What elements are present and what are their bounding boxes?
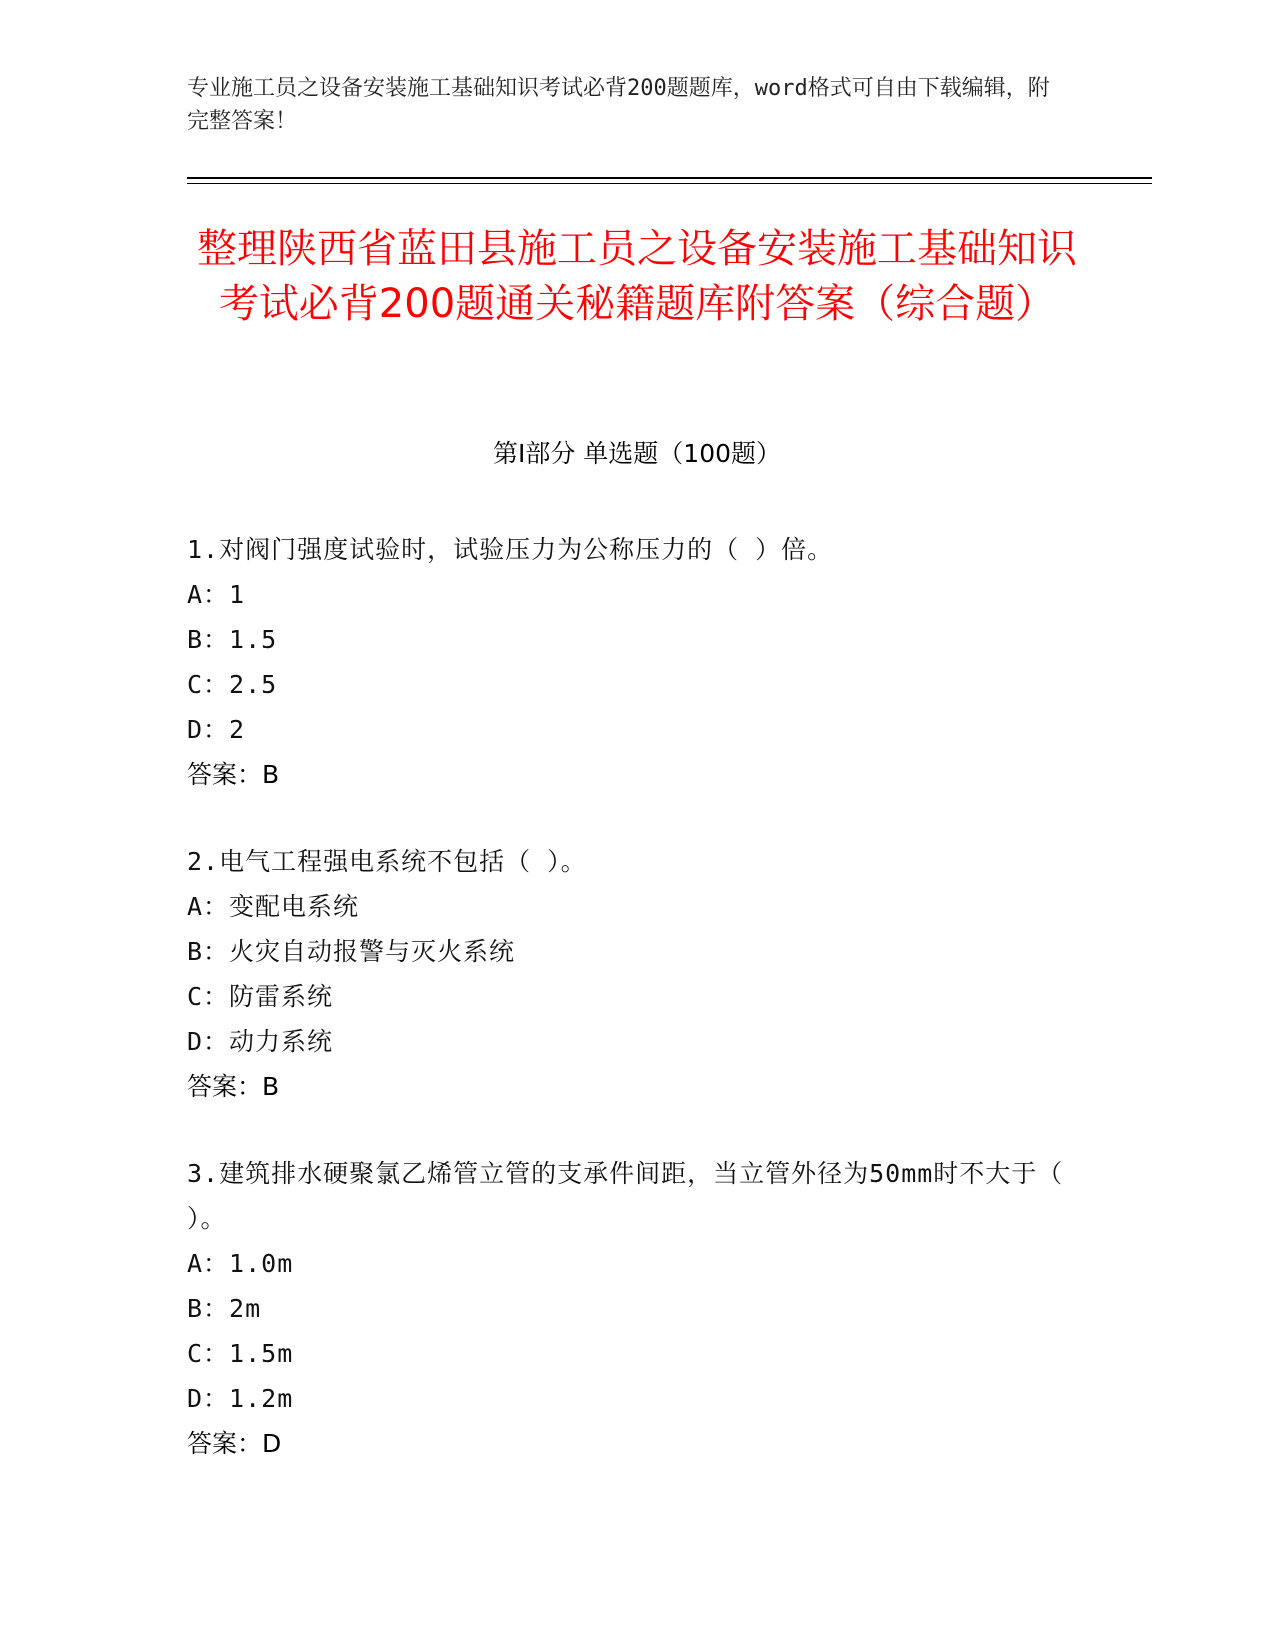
option-a: A：变配电系统 [187, 892, 360, 921]
question-list [187, 527, 1087, 1508]
question-stem: 2.电气工程强电系统不包括（ ）。 [187, 847, 587, 876]
question-answer: 答案：B [187, 1072, 280, 1101]
option-c: C：防雷系统 [187, 982, 334, 1011]
option-a: A：1.0m [187, 1249, 294, 1278]
option-c: C：1.5m [187, 1339, 294, 1368]
option-d: D：1.2m [187, 1384, 294, 1413]
header-note: 专业施工员之设备安装施工基础知识考试必背200题题库，word格式可自由下载编辑，附完整答案！ [187, 76, 1050, 134]
option-d: D：动力系统 [187, 1027, 334, 1056]
section-title: 第Ⅰ部分 单选题（100题） [492, 439, 782, 468]
question-item [187, 839, 1087, 1109]
header-divider-thick [187, 177, 1152, 179]
question-stem: 1.对阀门强度试验时，试验压力为公称压力的（ ）倍。 [187, 535, 834, 564]
question-stem: 3.建筑排水硬聚氯乙烯管立管的支承件间距，当立管外径为50mm时不大于（ ）。 [187, 1159, 1064, 1233]
header-divider-thin [187, 183, 1152, 184]
option-b: B：2m [187, 1294, 262, 1323]
option-b: B：1.5 [187, 625, 278, 654]
question-answer: 答案：D [187, 1429, 282, 1458]
question-answer: 答案：B [187, 760, 280, 789]
question-item [187, 527, 1087, 797]
option-b: B：火灾自动报警与灭火系统 [187, 937, 516, 966]
question-item [187, 1151, 1087, 1466]
option-d: D：2 [187, 715, 246, 744]
document-title: 整理陕西省蓝田县施工员之设备安装施工基础知识考试必背200题通关秘籍题库附答案（综合题） [197, 226, 1077, 327]
option-a: A：1 [187, 580, 246, 609]
option-c: C：2.5 [187, 670, 278, 699]
